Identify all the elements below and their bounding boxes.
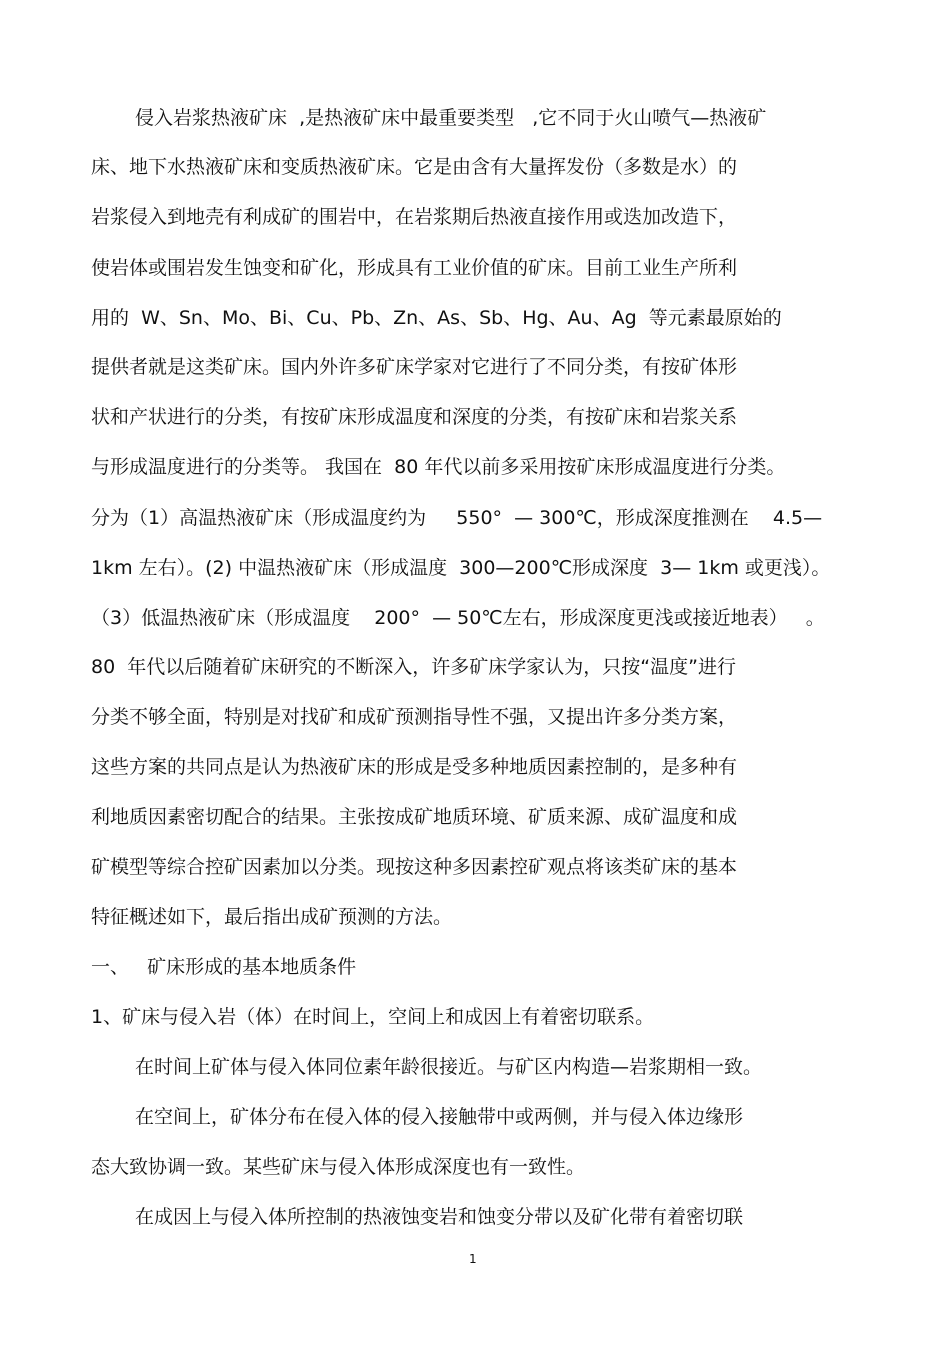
paragraph-line: 这些方案的共同点是认为热液矿床的形成是受多种地质因素控制的，是多种有: [91, 756, 738, 778]
paragraph-line: 床、地下水热液矿床和变质热液矿床。它是由含有大量挥发份（多数是水）的: [91, 156, 738, 178]
paragraph-line: 利地质因素密切配合的结果。主张按成矿地质环境、矿质来源、成矿温度和成: [91, 806, 738, 828]
paragraph-line: 岩浆侵入到地壳有利成矿的围岩中，在岩浆期后热液直接作用或迭加改造下，: [91, 206, 738, 228]
paragraph-line: 1km 左右）。(2) 中温热液矿床（形成温度 300—200℃形成深度 3— 1km 或更浅）。: [91, 557, 831, 579]
paragraph-line: 在成因上与侵入体所控制的热液蚀变岩和蚀变分带以及矿化带有着密切联: [135, 1206, 744, 1228]
paragraph-line: 在空间上，矿体分布在侵入体的侵入接触带中或两侧，并与侵入体边缘形: [135, 1106, 744, 1128]
paragraph-line: 使岩体或围岩发生蚀变和矿化，形成具有工业价值的矿床。目前工业生产所利: [91, 257, 738, 279]
paragraph-line: 特征概述如下，最后指出成矿预测的方法。: [91, 906, 453, 928]
section-heading: 一、 矿床形成的基本地质条件: [91, 956, 357, 978]
paragraph-line: 80 年代以后随着矿床研究的不断深入，许多矿床学家认为，只按“温度”进行: [91, 656, 736, 678]
paragraph-line: 在时间上矿体与侵入体同位素年龄很接近。与矿区内构造—岩浆期相一致。: [135, 1056, 763, 1078]
paragraph-line: （3）低温热液矿床（形成温度 200° — 50℃左右，形成深度更浅或接近地表） 。: [91, 607, 825, 629]
paragraph-line: 提供者就是这类矿床。国内外许多矿床学家对它进行了不同分类，有按矿体形: [91, 356, 738, 378]
paragraph-line: 状和产状进行的分类，有按矿床形成温度和深度的分类，有按矿床和岩浆关系: [91, 406, 738, 428]
page-number: 1: [469, 1252, 477, 1266]
paragraph-line: 分为（1）高温热液矿床（形成温度约为 550° — 300℃，形成深度推测在 4.5—: [91, 507, 823, 529]
paragraph-line: 与形成温度进行的分类等。 我国在 80 年代以前多采用按矿床形成温度进行分类。: [91, 456, 786, 478]
paragraph-line: 态大致协调一致。某些矿床与侵入体形成深度也有一致性。: [91, 1156, 586, 1178]
paragraph-line: 矿模型等综合控矿因素加以分类。现按这种多因素控矿观点将该类矿床的基本: [91, 856, 738, 878]
paragraph-line: 用的 W、Sn、Mo、Bi、Cu、Pb、Zn、As、Sb、Hg、Au、Ag 等元素最原始的: [91, 307, 782, 329]
paragraph-line: 侵入岩浆热液矿床 ,是热液矿床中最重要类型 ,它不同于火山喷气—热液矿: [135, 107, 767, 129]
subsection-heading: 1、矿床与侵入岩（体）在时间上，空间上和成因上有着密切联系。: [91, 1006, 655, 1028]
paragraph-line: 分类不够全面，特别是对找矿和成矿预测指导性不强，又提出许多分类方案，: [91, 706, 738, 728]
